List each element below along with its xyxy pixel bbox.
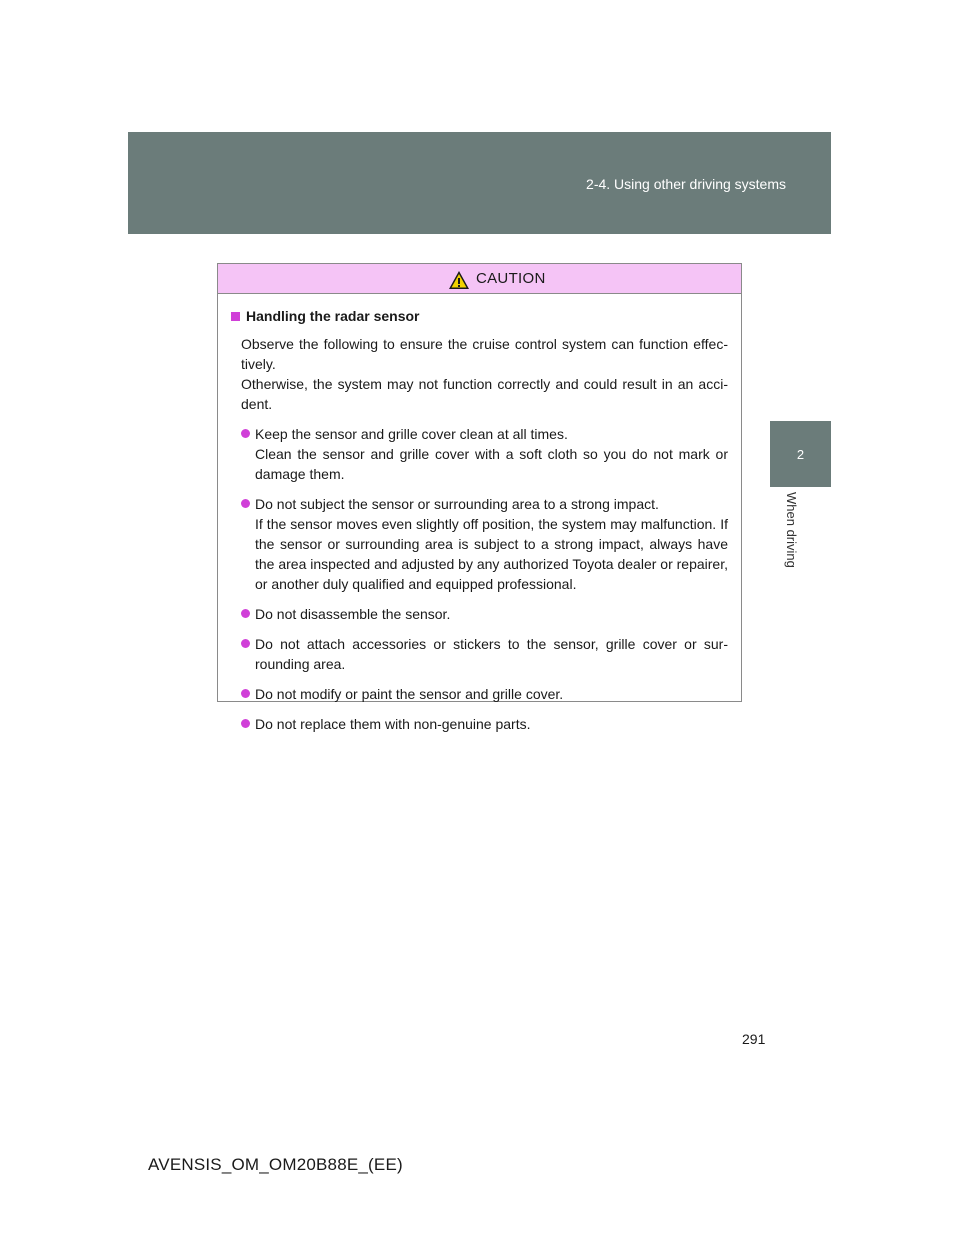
page-number: 291	[742, 1031, 766, 1047]
square-bullet-icon	[231, 312, 240, 321]
caution-title: CAUTION	[476, 270, 546, 287]
section-heading	[231, 306, 728, 326]
caution-header	[218, 264, 741, 294]
round-bullet-icon	[241, 719, 250, 728]
list-item-text: Clean the sensor and grille cover with a soft cloth so you do not mark or damage them.	[255, 446, 728, 482]
header-band	[128, 132, 831, 234]
chapter-tab	[770, 421, 831, 487]
intro-paragraph: Otherwise, the system may not function correctly and could result in an acci-dent.	[241, 376, 728, 412]
list-item	[241, 604, 728, 624]
caution-list	[231, 424, 728, 734]
list-item-text: Keep the sensor and grille cover clean at all times.	[255, 426, 568, 442]
round-bullet-icon	[241, 429, 250, 438]
list-item	[241, 424, 728, 484]
round-bullet-icon	[241, 609, 250, 618]
caution-box	[217, 263, 742, 732]
document-code: AVENSIS_OM_OM20B88E_(EE)	[148, 1155, 403, 1174]
chapter-number: 2	[796, 447, 805, 462]
list-item-text: Do not attach accessories or stickers to the sensor, grille cover or sur-rounding area.	[255, 636, 728, 672]
list-item	[241, 714, 728, 734]
round-bullet-icon	[241, 499, 250, 508]
round-bullet-icon	[241, 639, 250, 648]
list-item-text: Do not subject the sensor or surrounding area to a strong impact.	[255, 496, 659, 512]
round-bullet-icon	[241, 689, 250, 698]
section-heading-text: Handling the radar sensor	[246, 308, 420, 324]
chapter-label: When driving	[784, 492, 799, 568]
list-item-text: Do not disassemble the sensor.	[255, 606, 451, 622]
warning-triangle-icon	[448, 270, 470, 290]
section-title: 2-4. Using other driving systems	[586, 176, 786, 192]
list-item	[241, 494, 728, 594]
list-item	[241, 634, 728, 674]
list-item-text: Do not replace them with non-genuine parts.	[255, 716, 531, 732]
list-item	[241, 684, 728, 704]
intro-paragraph: Observe the following to ensure the cruise control system can function effec-tively.	[241, 336, 728, 372]
list-item-text: Do not modify or paint the sensor and grille cover.	[255, 686, 564, 702]
list-item-text: If the sensor moves even slightly off position, the system may malfunction. If the sensor or surrounding area is subject to a strong impact, always have the area inspected and adjusted by any authorized Toyota dealer or repairer, or another duly qualified and equipped professional.	[255, 516, 728, 592]
caution-body	[218, 294, 741, 734]
